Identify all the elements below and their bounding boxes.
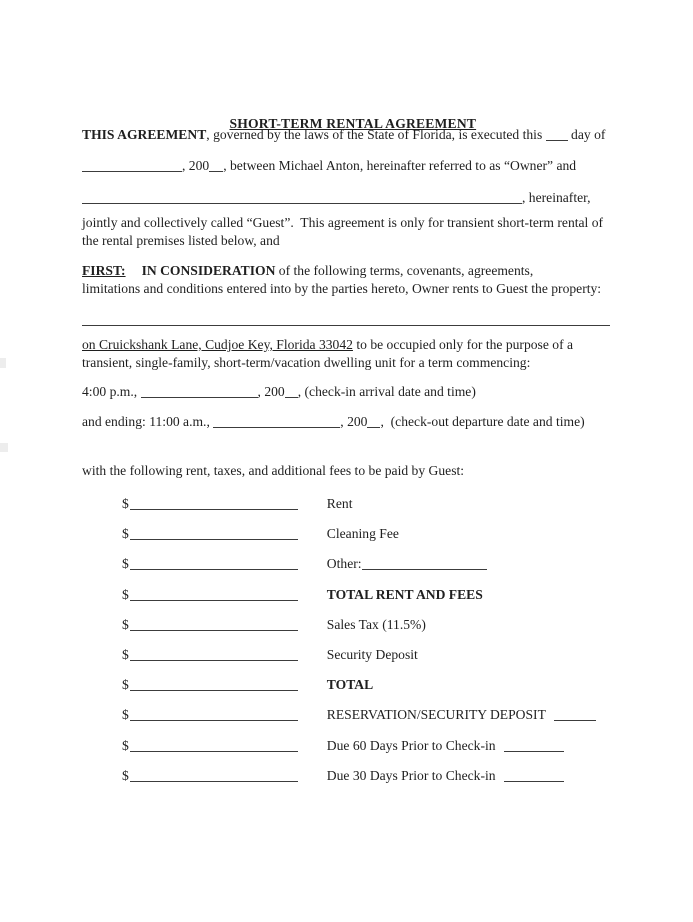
fee-row	[82, 494, 610, 524]
currency-symbol: $	[122, 586, 129, 602]
amount-fill-in-blank	[130, 587, 298, 601]
text-segment: the rental premises listed below, and	[82, 233, 280, 248]
fill-in-blank	[209, 158, 223, 172]
text-segment: day of	[567, 127, 606, 142]
text-segment: THIS AGREEMENT	[82, 127, 207, 142]
fee-row	[82, 675, 610, 705]
text-segment: transient, single-family, short-term/vacation dwelling unit for a term commencing:	[82, 355, 531, 370]
amount-fill-in-blank	[130, 556, 298, 570]
trailing-fill-in-blank	[504, 738, 564, 752]
fill-in-blank	[82, 312, 610, 326]
fee-label: TOTAL RENT AND FEES	[326, 586, 483, 602]
guest-name-line	[82, 188, 610, 207]
currency-symbol: $	[122, 737, 129, 753]
amount-fill-in-blank	[130, 707, 298, 721]
text-segment: , (check-in arrival date and time)	[297, 384, 476, 399]
text-segment: FIRST:	[82, 263, 126, 278]
fee-label: Rent	[326, 496, 353, 511]
fill-in-blank	[141, 384, 258, 398]
text-segment: , governed by the laws of the State of Florida, is executed this	[206, 127, 546, 142]
fee-row	[82, 645, 610, 675]
fill-in-blank	[82, 190, 522, 204]
fill-in-blank	[213, 414, 340, 428]
fill-in-blank	[82, 158, 182, 172]
scan-artifact	[0, 443, 8, 452]
text-segment: , 200	[182, 158, 210, 173]
fill-in-blank	[546, 127, 568, 141]
text-segment: on Cruickshank Lane, Cudjoe Key, Florida 33042	[82, 337, 353, 352]
amount-fill-in-blank	[130, 768, 298, 782]
fee-label: TOTAL	[326, 677, 374, 693]
scan-artifact	[0, 358, 6, 368]
fee-label: Security Deposit	[326, 646, 418, 662]
text-segment: of the following terms, covenants, agreements,	[275, 263, 534, 278]
text-segment: , 200	[257, 384, 285, 399]
property-blank-line	[82, 310, 610, 329]
fees-intro-line	[82, 461, 610, 480]
fee-row	[82, 766, 610, 796]
amount-fill-in-blank	[130, 496, 298, 510]
fill-in-blank	[285, 384, 298, 398]
currency-symbol: $	[122, 616, 129, 632]
currency-symbol: $	[122, 646, 129, 662]
amount-fill-in-blank	[130, 677, 298, 691]
text-segment: , hereinafter,	[522, 190, 591, 205]
text-segment: with the following rent, taxes, and additional fees to be paid by Guest:	[82, 463, 465, 478]
fee-row	[82, 615, 610, 645]
fee-row	[82, 524, 610, 554]
fee-row	[82, 705, 610, 735]
amount-fill-in-blank	[130, 526, 298, 540]
fee-label: Cleaning Fee	[326, 526, 399, 542]
trailing-fill-in-blank	[554, 707, 596, 721]
currency-symbol: $	[122, 496, 129, 511]
text-segment: and ending: 11:00 a.m.,	[82, 414, 214, 429]
currency-symbol: $	[122, 526, 129, 542]
text-segment: jointly and collectively called “Guest”. This agreement is only for transient short-term rental of	[82, 215, 604, 230]
currency-symbol: $	[122, 707, 129, 723]
fee-row	[82, 554, 610, 584]
text-segment: 4:00 p.m.,	[82, 384, 141, 399]
fee-label: Due 30 Days Prior to Check-in	[326, 767, 496, 783]
document-title-text: SHORT-TERM RENTAL AGREEMENT	[229, 116, 477, 131]
first-clause-line-2	[82, 279, 610, 298]
trailing-fill-in-blank	[362, 556, 487, 570]
text-segment: , 200	[340, 414, 368, 429]
execution-line	[82, 125, 610, 144]
amount-fill-in-blank	[130, 647, 298, 661]
fee-table	[82, 494, 610, 796]
fill-in-blank	[367, 414, 380, 428]
date-owner-line	[82, 156, 610, 175]
trailing-fill-in-blank	[504, 768, 564, 782]
text-segment: , between Michael Anton, hereinafter referred to as “Owner” and	[223, 158, 577, 173]
text-segment: limitations and conditions entered into by the parties hereto, Owner rents to Guest the property:	[82, 281, 602, 296]
tab-space	[126, 274, 142, 275]
fee-label: Sales Tax (11.5%)	[326, 616, 426, 632]
property-paragraph-line-2	[82, 353, 610, 372]
amount-fill-in-blank	[130, 738, 298, 752]
fee-label: RESERVATION/SECURITY DEPOSIT	[326, 707, 546, 723]
guest-paragraph-line-2	[82, 231, 610, 250]
fee-label: Other:	[326, 556, 362, 572]
text-segment: IN CONSIDERATION	[141, 263, 276, 278]
text-segment: to be occupied only for the purpose of a	[352, 337, 574, 352]
property-paragraph-line-1	[82, 335, 610, 354]
text-segment: , (check-out departure date and time)	[380, 414, 585, 429]
checkout-line	[82, 412, 610, 431]
fee-row	[82, 736, 610, 766]
amount-fill-in-blank	[130, 617, 298, 631]
first-clause-line-1	[82, 261, 610, 280]
currency-symbol: $	[122, 767, 129, 783]
guest-paragraph-line-1	[82, 213, 610, 232]
fee-label: Due 60 Days Prior to Check-in	[326, 737, 496, 753]
currency-symbol: $	[122, 556, 129, 572]
checkin-line	[82, 382, 610, 401]
currency-symbol: $	[122, 677, 129, 693]
fee-row	[82, 585, 610, 615]
